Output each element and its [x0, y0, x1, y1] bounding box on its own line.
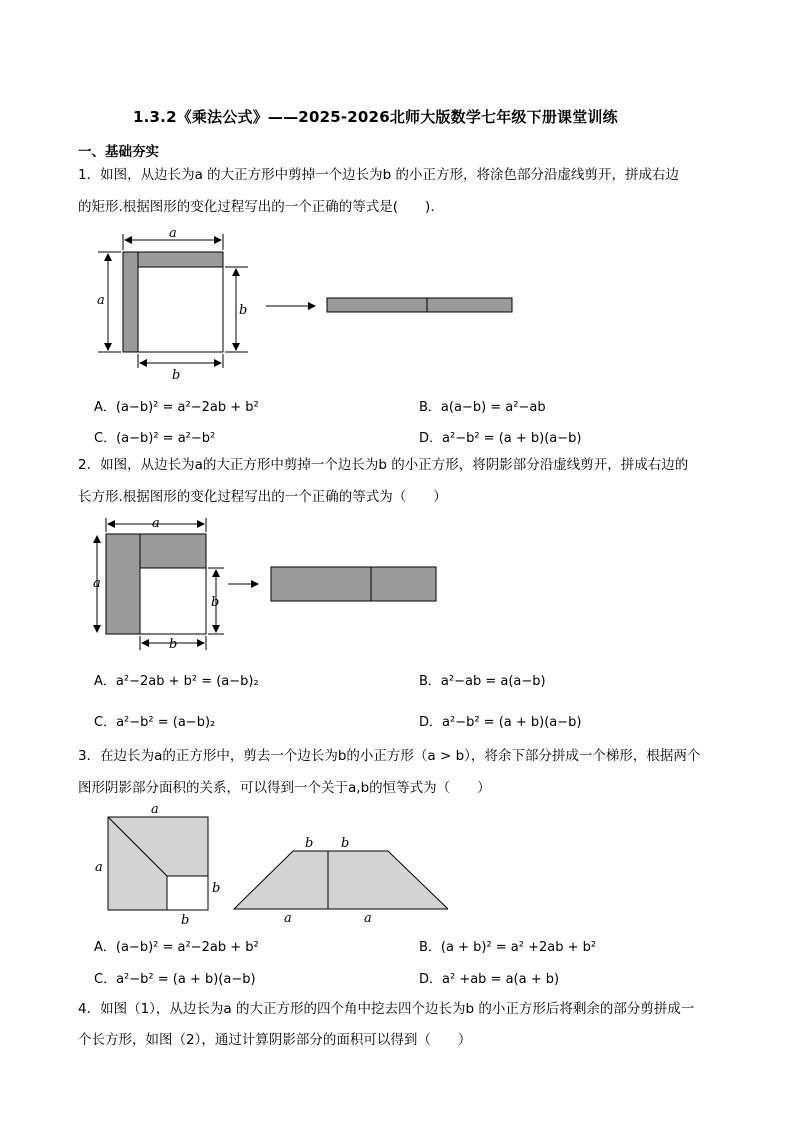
- question-2-line-1: 2．如图，从边长为a的大正方形中剪掉一个边长为b 的小正方形，将阴影部分沿虚线剪开，拼成右边的: [78, 457, 689, 473]
- q2-label-b-bottom: b: [169, 637, 178, 652]
- q2-option-b[interactable]: B．a²−ab = a(a−b): [419, 674, 546, 689]
- q1-shaded-strip-left: [123, 252, 138, 352]
- q3-option-d[interactable]: D．a² +ab = a(a + b): [419, 972, 560, 987]
- q3-option-b[interactable]: B．(a + b)² = a² +2ab + b²: [419, 940, 597, 955]
- q2-option-d[interactable]: D．a²−b² = (a + b)(a−b): [419, 715, 582, 730]
- q1-option-a[interactable]: A．(a−b)² = a²−2ab + b²: [94, 400, 259, 415]
- question-1-line-2: 的矩形.根据图形的变化过程写出的一个正确的等式是( ).: [78, 199, 435, 215]
- q3-small-square: [167, 876, 208, 910]
- q2-label-a-top: a: [152, 516, 160, 531]
- question-3-figure: [88, 800, 448, 925]
- q1-label-a-left: a: [97, 293, 105, 308]
- q1-label-a-top: a: [169, 226, 177, 241]
- q3-label-a-left: a: [95, 860, 103, 875]
- q3-trap-label-a2: a: [364, 911, 372, 925]
- q1-label-b-bottom: b: [172, 368, 181, 382]
- q2-option-c[interactable]: C．a²−b² = (a−b)₂: [94, 715, 216, 730]
- question-4-line-2: 个长方形，如图（2），通过计算阴影部分的面积可以得到（ ）: [78, 1032, 472, 1048]
- question-3-line-1: 3．在边长为a的正方形中，剪去一个边长为b的小正方形（a > b），将余下部分拼成一个梯形，根据两个: [78, 748, 701, 764]
- q1-shaded-strip-top: [138, 252, 223, 267]
- section-heading: 一、基础夯实: [78, 144, 159, 160]
- question-3-line-2: 图形阴影部分面积的关系，可以得到一个关于a,b的恒等式为（ ）: [78, 780, 491, 796]
- question-2-figure: [88, 512, 448, 652]
- question-1-figure: [88, 222, 528, 382]
- q2-result-rectangle: [271, 567, 436, 601]
- q3-option-c[interactable]: C．a²−b² = (a + b)(a−b): [94, 972, 256, 987]
- q3-label-b-bottom: b: [181, 913, 190, 925]
- q3-label-a-top: a: [151, 802, 159, 817]
- q3-trap-label-b1: b: [305, 836, 314, 851]
- q2-label-b-right: b: [211, 595, 220, 610]
- q3-trap-label-b2: b: [341, 836, 350, 851]
- q3-trapezoid: [234, 851, 448, 909]
- question-4-line-1: 4．如图（1），从边长为a 的大正方形的四个角中挖去四个边长为b 的小正方形后将剩余的部分剪拼成一: [78, 1001, 695, 1017]
- q1-label-b-right: b: [239, 303, 248, 318]
- q1-option-b[interactable]: B．a(a−b) = a²−ab: [419, 400, 546, 415]
- q1-option-c[interactable]: C．(a−b)² = a²−b²: [94, 431, 216, 446]
- q2-label-a-left: a: [93, 576, 101, 591]
- q2-option-a[interactable]: A．a²−2ab + b² = (a−b)₂: [94, 674, 259, 689]
- q1-small-square: [138, 267, 223, 352]
- page-title: 1.3.2《乘法公式》——2025-2026北师大版数学七年级下册课堂训练: [133, 108, 618, 126]
- q1-result-rectangle: [327, 298, 512, 312]
- q3-label-b-right: b: [212, 881, 221, 896]
- question-2-line-2: 长方形.根据图形的变化过程写出的一个正确的等式为（ ）: [78, 489, 447, 505]
- question-1-line-1: 1．如图，从边长为a 的大正方形中剪掉一个边长为b 的小正方形，将涂色部分沿虚线剪开，拼成右边: [78, 167, 680, 183]
- q3-trap-label-a1: a: [284, 911, 292, 925]
- q3-option-a[interactable]: A．(a−b)² = a²−2ab + b²: [94, 940, 259, 955]
- q1-option-d[interactable]: D．a²−b² = (a + b)(a−b): [419, 431, 582, 446]
- q2-small-square: [140, 568, 206, 634]
